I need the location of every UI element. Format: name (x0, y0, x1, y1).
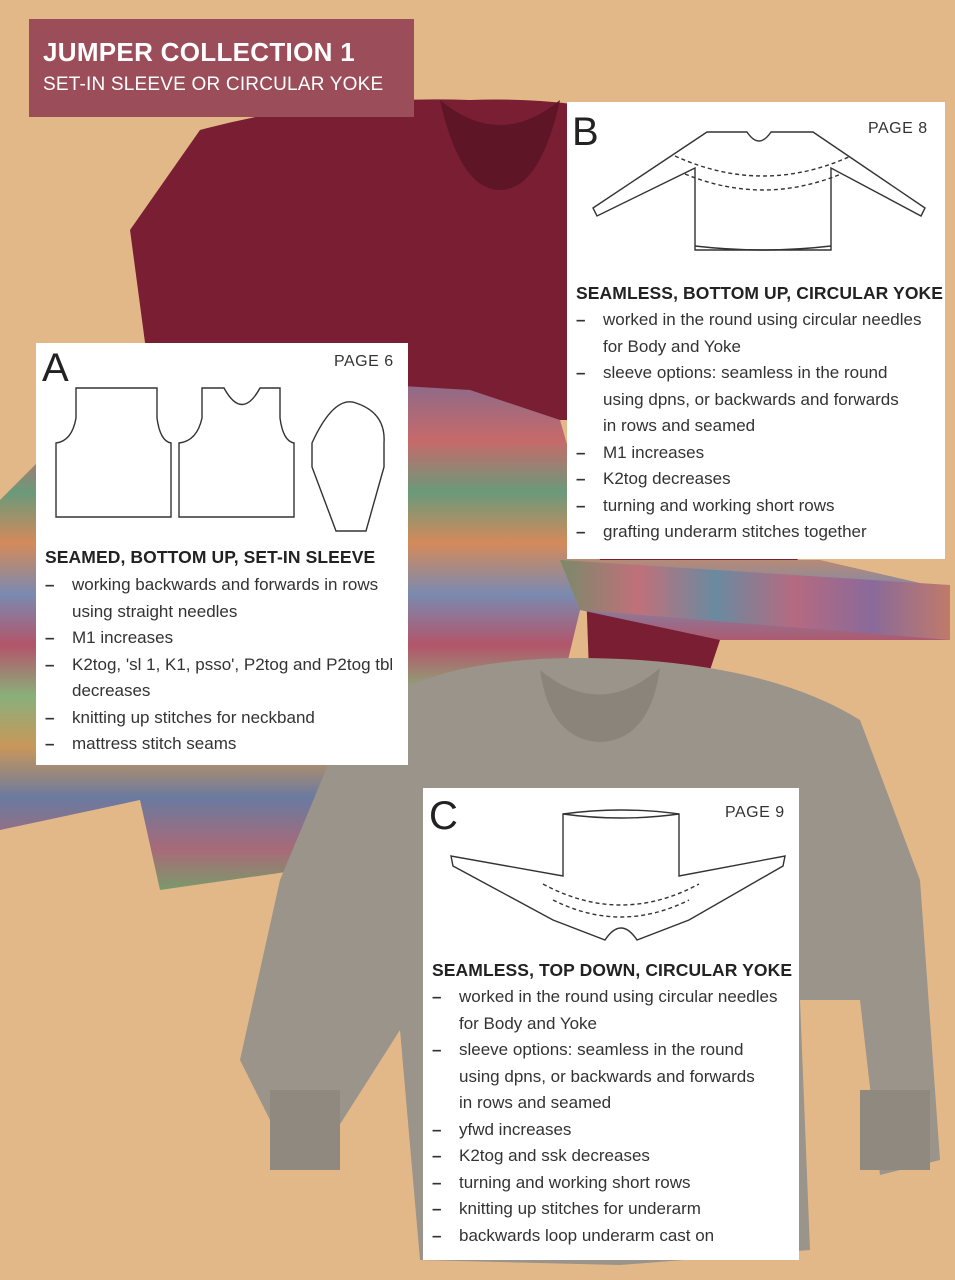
set-in-sleeve-schematic-icon (54, 383, 394, 535)
list-item: – worked in the round using circular needles for Body and Yoke (432, 984, 797, 1037)
list-item: – mattress stitch seams (45, 731, 405, 758)
collection-title: JUMPER COLLECTION 1 (43, 37, 355, 67)
collection-subtitle: SET-IN SLEEVE OR CIRCULAR YOKE (43, 74, 384, 95)
card-b-page: PAGE 8 (868, 120, 928, 137)
card-b-technique-list (576, 307, 942, 546)
list-item: – knitting up stitches for underarm (432, 1196, 797, 1223)
card-b-letter: B (572, 110, 599, 154)
list-item: – grafting underarm stitches together (576, 519, 942, 546)
card-a (36, 343, 408, 765)
card-b (567, 102, 945, 559)
list-item: – knitting up stitches for neckband (45, 705, 405, 732)
list-item: – backwards loop underarm cast on (432, 1223, 797, 1250)
card-a-technique-list (45, 572, 405, 758)
list-item: – K2tog and ssk decreases (432, 1143, 797, 1170)
collection-banner (29, 19, 414, 117)
card-a-letter: A (42, 346, 69, 390)
list-item: – sleeve options: seamless in the round using dpns, or backwards and forwards in rows and seamed (432, 1037, 797, 1117)
list-item: – M1 increases (576, 440, 942, 467)
list-item: – yfwd increases (432, 1117, 797, 1144)
list-item: – sleeve options: seamless in the round using dpns, or backwards and forwards in rows and seamed (576, 360, 942, 440)
list-item: – K2tog, 'sl 1, K1, psso', P2tog and P2tog tbl decreases (45, 652, 405, 705)
card-c-page: PAGE 9 (725, 804, 785, 821)
list-item: – turning and working short rows (432, 1170, 797, 1197)
list-item: – working backwards and forwards in rows using straight needles (45, 572, 405, 625)
card-c (423, 788, 799, 1260)
list-item: – worked in the round using circular needles for Body and Yoke (576, 307, 942, 360)
bottom-up-yoke-schematic-icon (587, 126, 932, 266)
card-c-technique-list (432, 984, 797, 1249)
card-c-letter: C (429, 794, 458, 838)
card-a-page: PAGE 6 (334, 353, 394, 370)
list-item: – turning and working short rows (576, 493, 942, 520)
list-item: – M1 increases (45, 625, 405, 652)
card-a-heading: SEAMED, BOTTOM UP, SET-IN SLEEVE (45, 547, 376, 567)
top-down-yoke-schematic-icon (445, 808, 790, 948)
list-item: – K2tog decreases (576, 466, 942, 493)
card-c-heading: SEAMLESS, TOP DOWN, CIRCULAR YOKE (432, 960, 793, 980)
card-b-heading: SEAMLESS, BOTTOM UP, CIRCULAR YOKE (576, 283, 944, 303)
